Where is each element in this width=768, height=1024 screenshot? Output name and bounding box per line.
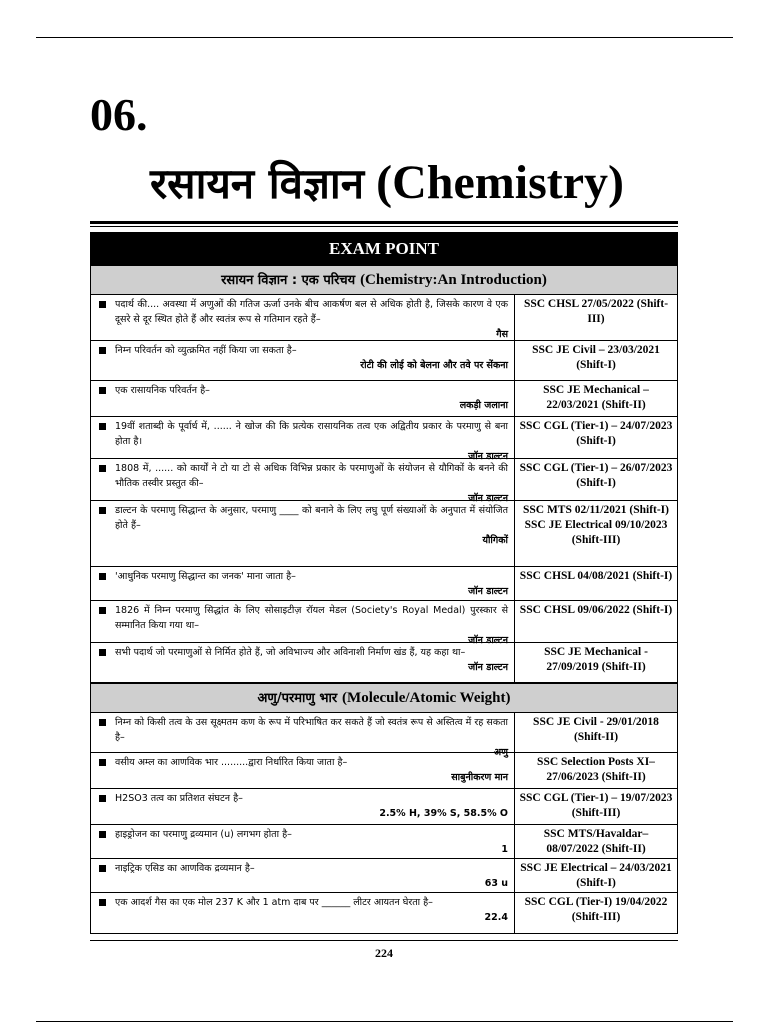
answer-text: यौगिकों [482, 535, 508, 546]
question-row [91, 753, 677, 789]
answer-text: 2.5% H, 39% S, 58.5% O [379, 808, 508, 819]
answer-text: जॉन डाल्टन [468, 635, 508, 646]
answer-text: गैस [496, 329, 508, 340]
question-text: एक आदर्श गैस का एक मोल 237 K और 1 atm दाब पर ______ लीटर आयतन घेरता है– [115, 897, 433, 908]
answer-text: 63 u [484, 878, 508, 889]
question-row [91, 601, 677, 646]
exam-source: SSC MTS/Havaldar– 08/07/2022 (Shift-II) [543, 828, 649, 855]
answer-text: अणु [493, 747, 508, 758]
question-text: 1808 में, ...... को कार्यों ने टो या टो से अधिक विभिन्न प्रकार के परमाणुओं के संयोजन से यौगिकों के बनने की भौतिक तस्वीर प्रस्तुत की– [115, 463, 508, 489]
answer-text: जॉन डाल्टन [468, 493, 508, 504]
exam-source: SSC CGL (Tier-1) – 24/07/2023 (Shift-I) [519, 420, 673, 447]
title-underline-thin [90, 226, 678, 227]
answer-text: जॉन डाल्टन [468, 586, 508, 597]
answer-text: 1 [501, 844, 508, 855]
exam-source: SSC JE Mechanical - 27/09/2019 (Shift-II) [544, 646, 648, 673]
question-row [91, 295, 677, 341]
exam-source: SSC MTS 02/11/2021 (Shift-I) SSC JE Electrical 09/10/2023 (Shift-III) [522, 504, 669, 546]
section-title-english: (Molecule/Atomic Weight) [342, 690, 511, 706]
exam-point-table [90, 232, 678, 934]
chapter-number: 06. [90, 89, 148, 140]
exam-source: SSC CHSL 09/06/2022 (Shift-I) [519, 604, 673, 616]
question-text: निम्न परिवर्तन को व्युत्क्रमित नहीं किया जा सकता है– [115, 345, 297, 356]
question-cell [91, 459, 515, 504]
question-text: 19वीं शताब्दी के पूर्वार्ध में, ...... ने खोज की कि प्रत्येक रासायनिक तत्व एक अद्वितीय प्रकार के परमाणु से बना होता है। [115, 421, 508, 447]
chapter-title-hindi: रसायन विज्ञान [150, 159, 365, 208]
question-text: 1826 में निम्न परमाणु सिद्धांत के लिए सोसाइटीज़ रॉयल मेडल (Society's Royal Medal) पुरस्कार से सम्मानित किया गया था– [115, 605, 508, 631]
section-header [91, 683, 677, 713]
bottom-rule [36, 1021, 733, 1022]
question-row [91, 859, 677, 893]
page-number: 224 [375, 946, 393, 960]
question-text: निम्न को किसी तत्व के उस सूक्ष्मतम कण के रूप में परिभाषित कर सकते हैं जो स्वतंत्र रूप से अस्तित्व में रह सकता है– [115, 717, 508, 743]
top-rule [36, 37, 733, 38]
section-title-hindi: रसायन विज्ञान : एक परिचय [221, 273, 356, 288]
question-cell [91, 341, 515, 380]
exam-source: SSC JE Electrical – 24/03/2021 (Shift-I) [520, 862, 672, 889]
question-text: वसीय अम्ल का आणविक भार .........द्वारा निर्धारित किया जाता है– [115, 757, 348, 768]
question-row [91, 567, 677, 601]
question-cell [91, 295, 515, 340]
answer-text: लकड़ी जलाना [459, 400, 508, 411]
answer-text: जॉन डाल्टन [468, 662, 508, 673]
question-row [91, 381, 677, 417]
question-row [91, 501, 677, 567]
question-row [91, 643, 677, 683]
exam-point-header: EXAM POINT [91, 233, 677, 265]
question-row [91, 713, 677, 758]
question-cell [91, 893, 515, 933]
exam-source: SSC CGL (Tier-1) – 19/07/2023 (Shift-III) [519, 792, 673, 819]
question-cell [91, 501, 515, 566]
page-bottom-line [90, 940, 678, 941]
question-row [91, 341, 677, 381]
answer-text: साबुनीकरण मान [451, 772, 508, 783]
table-body [91, 265, 677, 933]
question-text: डाल्टन के परमाणु सिद्धान्त के अनुसार, परमाणु ____ को बनाने के लिए लघु पूर्ण संख्याओं के अनुपात में संयोजित होते हैं– [115, 505, 508, 531]
question-text: H2SO3 तत्व का प्रतिशत संघटन है– [115, 793, 243, 804]
question-row [91, 825, 677, 859]
question-cell [91, 825, 515, 858]
answer-text: रोटी की लोई को बेलना और तवे पर सेंकना [360, 360, 508, 371]
question-cell [91, 643, 515, 682]
exam-source: SSC CHSL 27/05/2022 (Shift-III) [523, 298, 669, 325]
question-cell [91, 753, 515, 788]
section-title-english: (Chemistry:An Introduction) [360, 272, 547, 288]
question-cell [91, 859, 515, 892]
question-text: हाइड्रोजन का परमाणु द्रव्यमान (u) लगभग होता है– [115, 829, 292, 840]
exam-source: SSC Selection Posts XI– 27/06/2023 (Shift-II) [537, 756, 655, 783]
chapter-title [150, 150, 624, 216]
question-text: पदार्थ की.... अवस्था में अणुओं की गतिज ऊर्जा उनके बीच आकर्षण बल से अधिक होती है, जिसके कारण वे एक दूसरे से दूर स्थित होते हैं और स्वतंत्र रूप से गतिमान रहते हैं– [115, 299, 508, 325]
exam-source: SSC CGL (Tier-I) 19/04/2022 (Shift-III) [524, 896, 668, 923]
title-underline [90, 221, 678, 224]
question-row [91, 417, 677, 462]
question-cell [91, 713, 515, 758]
exam-source: SSC JE Mechanical – 22/03/2021 (Shift-II) [543, 384, 649, 411]
question-text: 'आधुनिक परमाणु सिद्धान्त का जनक' माना जाता है– [115, 571, 296, 582]
question-row [91, 789, 677, 825]
question-text: एक रासायनिक परिवर्तन है– [115, 385, 210, 396]
section-title-hindi: अणु/परमाणु भार [257, 691, 338, 706]
answer-text: जॉन डाल्टन [468, 451, 508, 462]
question-cell [91, 381, 515, 416]
section-header [91, 265, 677, 295]
exam-source: SSC CHSL 04/08/2021 (Shift-I) [519, 570, 673, 582]
question-cell [91, 567, 515, 600]
chapter-title-english: (Chemistry) [376, 156, 625, 209]
question-cell [91, 789, 515, 824]
question-row [91, 893, 677, 933]
exam-source: SSC JE Civil – 23/03/2021 (Shift-I) [532, 344, 660, 371]
question-text: नाइट्रिक एसिड का आणविक द्रव्यमान है– [115, 863, 255, 874]
question-row [91, 459, 677, 504]
question-cell [91, 417, 515, 462]
exam-source: SSC JE Civil - 29/01/2018 (Shift-II) [533, 716, 659, 743]
exam-source: SSC CGL (Tier-1) – 26/07/2023 (Shift-I) [519, 462, 673, 489]
answer-text: 22.4 [484, 912, 508, 923]
question-cell [91, 601, 515, 646]
question-text: सभी पदार्थ जो परमाणुओं से निर्मित होते हैं, जो अविभाज्य और अविनाशी निर्माण खंड हैं, यह कहा था– [115, 647, 466, 658]
